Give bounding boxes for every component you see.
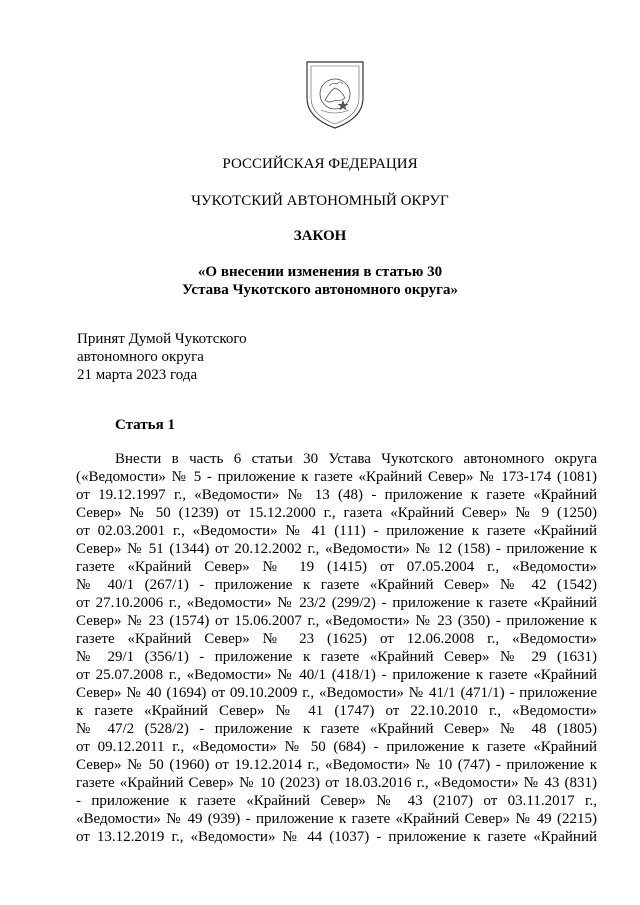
adoption-date-line: 21 марта 2023 года xyxy=(77,367,198,383)
article-text-line: Север» № 40 (1694) от 09.10.2009 г., «Ведомости» № 41/1 (471/1) - приложение xyxy=(76,685,597,701)
article-text-line: к газете «Крайний Север» № 41 (1747) от 22.10.2010 г., «Ведомости» xyxy=(76,703,597,719)
article-text-line: Север» № 51 (1344) от 20.12.2002 г., «Ведомости» № 12 (158) - приложение к xyxy=(76,541,597,557)
article-text-line: Север» № 50 (1239) от 15.12.2000 г., газета «Крайний Север» № 9 (1250) xyxy=(76,505,597,521)
article-text-line: Внести в часть 6 статьи 30 Устава Чукотского автономного округа xyxy=(115,451,597,467)
article-title: Статья 1 xyxy=(115,417,175,433)
adoption-line: автономного округа xyxy=(77,349,204,365)
article-text-line: от 19.12.1997 г., «Ведомости» № 13 (48) - приложение к газете «Крайний xyxy=(76,487,597,503)
article-text-line: («Ведомости» № 5 - приложение к газете «Крайний Север» № 173-174 (1081) xyxy=(76,469,597,485)
law-title-line-2: Устава Чукотского автономного округа» xyxy=(182,282,458,298)
article-text-line: от 13.12.2019 г., «Ведомости» № 44 (1037) - приложение к газете «Крайний xyxy=(76,829,597,845)
article-text-line: газете «Крайний Север» № 23 (1625) от 12.06.2008 г., «Ведомости» xyxy=(76,631,597,647)
article-body xyxy=(76,450,597,846)
document-type-heading: ЗАКОН xyxy=(293,228,347,244)
article-text-line: от 02.03.2001 г., «Ведомости» № 41 (111) - приложение к газете «Крайний xyxy=(76,523,597,539)
country-heading: РОССИЙСКАЯ ФЕДЕРАЦИЯ xyxy=(222,156,418,172)
article-text-line: № 29/1 (356/1) - приложение к газете «Крайний Север» № 29 (1631) xyxy=(76,649,597,665)
coat-of-arms-emblem-icon xyxy=(303,60,367,130)
adoption-block xyxy=(77,330,247,384)
adoption-line: Принят Думой Чукотского xyxy=(77,331,247,347)
article-text-line: - приложение к газете «Крайний Север» № 43 (2107) от 03.11.2017 г., xyxy=(76,793,597,809)
article-text-line: газете «Крайний Север» № 19 (1415) от 07.05.2004 г., «Ведомости» xyxy=(76,559,597,575)
article-text-line: «Ведомости» № 49 (939) - приложение к газете «Крайний Север» № 49 (2215) xyxy=(76,811,597,827)
article-text-line: от 25.07.2008 г., «Ведомости» № 40/1 (418/1) - приложение к газете «Крайний xyxy=(76,667,597,683)
article-text-line: газете «Крайний Север» № 10 (2023) от 18.03.2016 г., «Ведомости» № 43 (831) xyxy=(76,775,597,791)
article-text-line: № 40/1 (267/1) - приложение к газете «Крайний Север» № 42 (1542) xyxy=(76,577,597,593)
region-heading: ЧУКОТСКИЙ АВТОНОМНЫЙ ОКРУГ xyxy=(191,193,449,209)
article-text-line: от 09.12.2011 г., «Ведомости» № 50 (684) - приложение к газете «Крайний xyxy=(76,739,597,755)
article-text-line: Север» № 23 (1574) от 15.06.2007 г., «Ведомости» № 23 (350) - приложение к xyxy=(76,613,597,629)
law-title-line-1: «О внесении изменения в статью 30 xyxy=(197,264,443,280)
article-text-line: Север» № 50 (1960) от 19.12.2014 г., «Ведомости» № 10 (747) - приложение к xyxy=(76,757,597,773)
article-text-line: № 47/2 (528/2) - приложение к газете «Крайний Север» № 48 (1805) xyxy=(76,721,597,737)
article-text-line: от 27.10.2006 г., «Ведомости» № 23/2 (299/2) - приложение к газете «Крайний xyxy=(76,595,597,611)
